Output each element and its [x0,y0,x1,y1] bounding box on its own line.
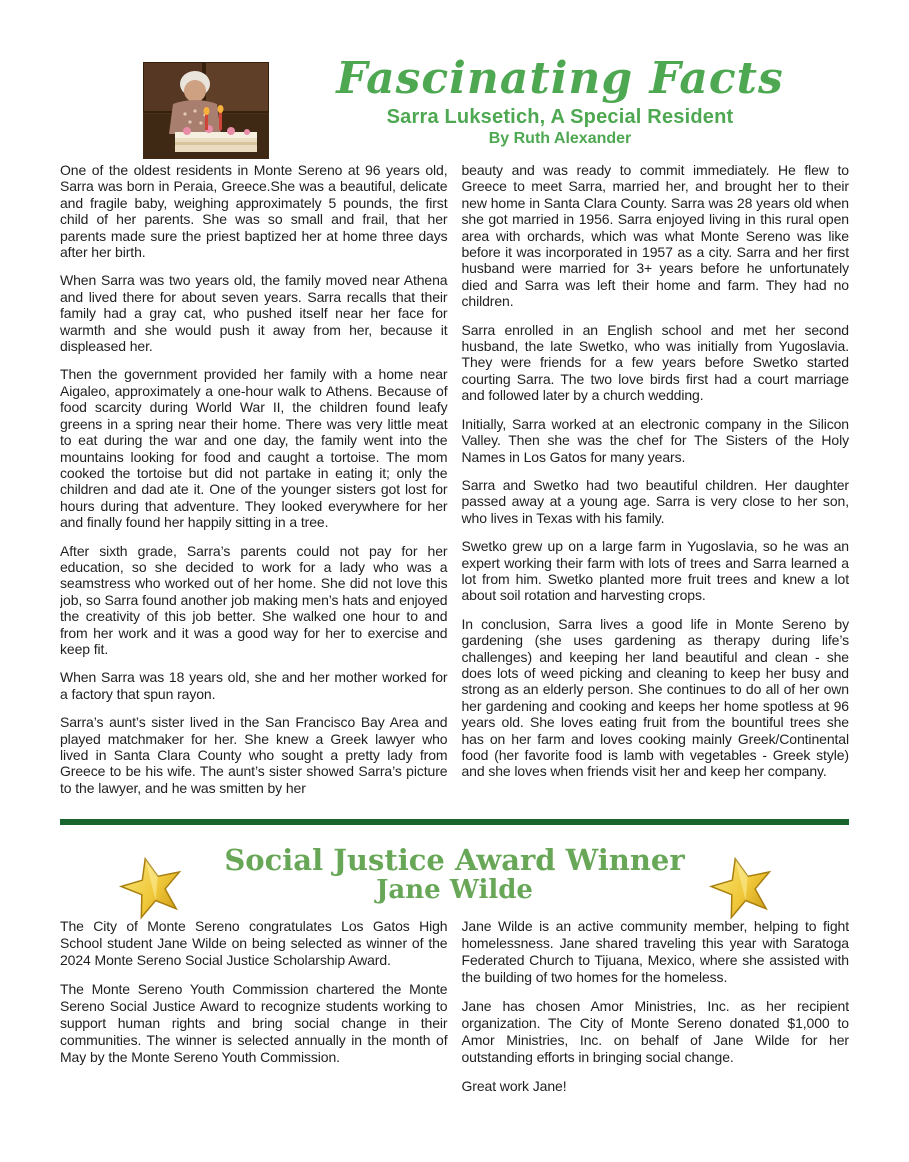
resident-photo-image [143,62,269,159]
paragraph: After sixth grade, Sarra’s parents could not pay for her education, so she decided to work for a lady who was a seamstress who worked out of her home. She did not love this job, so Sarra found another job making men’s hats and enjoyed the creativity of this job better. She walked one hour to and from her work and it was a good way for her to exercise and keep fit. [60,542,448,657]
paragraph: Great work Jane! [461,1078,567,1094]
masthead [330,53,790,148]
paragraph: One of the oldest residents in Monte Sereno at 96 years old, Sarra was born in Peraia, Greece.She was a beautiful, delicate and fragile baby, weighing approximately 5 pounds, the first child of her parents. She was so small and frail, that her parents made sure the priest baptized her at home three days after her birth. [60,162,448,261]
article-right-column [462,162,850,814]
paragraph: When Sarra was 18 years old, she and her mother worked for a factory that spun rayon. [60,669,448,702]
paragraph: The Monte Sereno Youth Commission chartered the Monte Sereno Social Justice Award to recognize students working to support human rights and bring social change in their communities. The winner is selected annually in the month of May by the Monte Sereno Youth Commission. [60,981,448,1065]
award-header [0,845,909,904]
paragraph: Sarra enrolled in an English school and met her second husband, the late Swetko, who was initially from Yugoslavia. They were friends for a few years before Swetko started courting Sarra. The two love birds first had a court marriage and followed later by a church wedding. [461,321,849,404]
paragraph: In conclusion, Sarra lives a good life in Monte Sereno by gardening (she uses gardening as therapy during life’s challenges) and keeping her land beautiful and clean - she does lots of weed picking and cleaning to keep her busy and strong as an elderly person. She continues to do all of her own her gardening and cooking and keeps her home spotless at 96 years old. She loves eating fruit from the bountiful trees she has on her farm and loves cooking mainly Greek/Continental food (her favorite food is lamb with vegetables - Greek style) and she loves when friends visit her and keep her company. [461,615,849,780]
byline: By Ruth Alexander [488,130,632,148]
award-winner-name: Jane Wilde [376,874,533,905]
page-title: Fascinating Facts [336,53,784,104]
paragraph: Swetko grew up on a large farm in Yugoslavia, so he was an expert working their farm with lots of trees and Sarra learned a lot from him. Swetko planted more fruit trees and knew a lot about soil rotation and harvesting crops. [461,538,849,604]
paragraph: Jane has chosen Amor Ministries, Inc. as her recipient organization. The City of Monte Sereno donated $1,000 to Amor Ministries, Inc. on behalf of Jane Wilde for her outstanding efforts in bringing social change. [461,998,849,1065]
paragraph: The City of Monte Sereno congratulates Los Gatos High School student Jane Wilde on being selected as winner of the 2024 Monte Sereno Social Justice Scholarship Award. [60,918,448,968]
paragraph: Initially, Sarra worked at an electronic company in the Silicon Valley. Then she was the chef for The Sisters of the Holy Names in Los Gatos for many years. [461,415,849,465]
award-right-column [462,918,850,1138]
article-left-column [60,162,448,814]
article-body [60,162,849,814]
award-title: Social Justice Award Winner [224,843,685,877]
paragraph: beauty and was ready to commit immediately. He flew to Greece to meet Sarra, married her, and brought her to their new home in Santa Clara County. Sarra was 28 years old when she got married in 1956. Sarra enjoyed living in this rural open area with orchards, which was what Monte Sereno was like before it was incorporated in 1957 as a city. Sarra and her first husband were married for 3+ years before he unfortunately died and Sarra was left their home and farm. They had no children. [461,162,849,310]
paragraph: When Sarra was two years old, the family moved near Athena and lived there for about seven years. Sarra recalls that their family had a gray cat, who pushed itself near her face for warmth and she would push it away from her, because it displeased her. [60,272,448,355]
paragraph: Sarra and Swetko had two beautiful children. Her daughter passed away at a young age. Sarra is very close to her son, who lives in Texas with his family. [461,476,849,526]
section-divider [60,819,849,825]
page-subtitle: Sarra Luksetich, A Special Resident [386,106,734,129]
paragraph: Sarra’s aunt’s sister lived in the San Francisco Bay Area and played matchmaker for her. She knew a Greek lawyer who lived in Santa Clara County who sought a pretty lady from Greece to be his wife. The aunt’s sister showed Sarra’s picture to the lawyer, and he was smitten by her [60,714,448,796]
paragraph: Then the government provided her family with a home near Aigaleo, approximately a one-hour walk to Athens. Because of food scarcity during World War II, the children found leafy greens in a spring near their home. There was very little meat to eat during the war and one day, the family went into the mountains looking for food and caught a tortoise. The mom cooked the tortoise but did not partake in eating it; only the children and dad ate it. One of the younger sisters got lost for hours during that adventure. They looked everywhere for her and finally found her happily sitting in a tree. [60,366,448,531]
award-body [60,918,849,1138]
paragraph: Jane Wilde is an active community member, helping to fight homelessness. Jane shared traveling this year with Saratoga Federated Church to Tijuana, Mexico, where she assisted with the building of two homes for the homeless. [461,918,849,985]
award-left-column [60,918,448,1138]
resident-photo [143,62,269,159]
